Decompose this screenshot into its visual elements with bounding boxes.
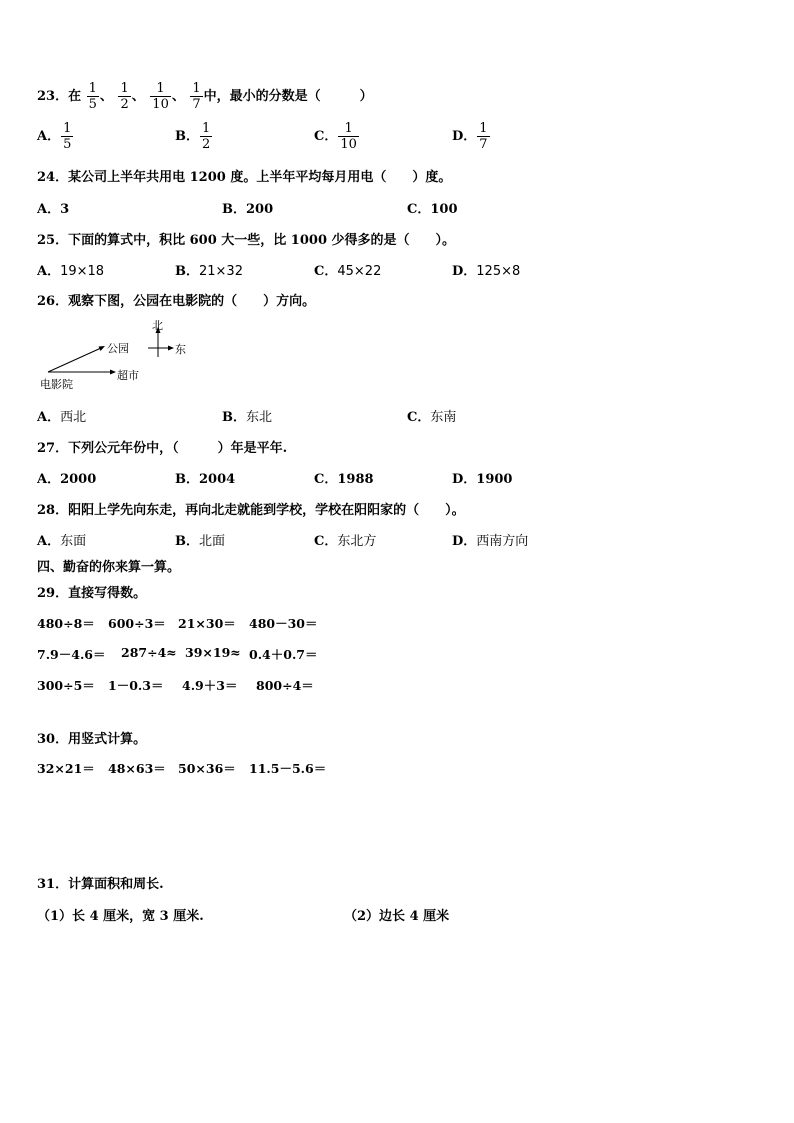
option-23-b[interactable] <box>175 121 213 152</box>
calc-item: 7.9－4.6＝ <box>37 647 106 662</box>
question-31: 31．计算面积和周长. <box>37 877 164 892</box>
denominator: 5 <box>63 137 72 152</box>
option-28-d[interactable] <box>452 530 528 549</box>
question-23-prefix: 在 <box>68 89 82 104</box>
option-28-a[interactable] <box>37 530 86 549</box>
option-label: B． <box>175 472 199 487</box>
arrow-to-market <box>110 370 116 375</box>
option-27-a[interactable] <box>37 468 96 487</box>
option-25-a[interactable] <box>37 260 104 279</box>
calc-item: 480－30＝ <box>249 616 318 631</box>
separator: 、 <box>99 89 113 104</box>
option-fraction <box>477 121 489 152</box>
direction-diagram <box>38 317 198 393</box>
question-23-number: 23． <box>37 89 69 104</box>
numerator: 1 <box>63 121 72 136</box>
calc-item: 300÷5＝ <box>37 678 95 693</box>
option-label: B． <box>222 202 246 217</box>
denominator: 2 <box>202 137 211 152</box>
option-label: C． <box>314 534 338 549</box>
question-25: 25．下面的算式中，积比 600 大一些，比 1000 少得多的是（ ）。 <box>37 233 456 248</box>
north-label: 北 <box>152 319 163 332</box>
option-26-c[interactable] <box>407 406 456 425</box>
calc-item: 0.4＋0.7＝ <box>249 647 318 662</box>
option-label: A． <box>37 534 61 549</box>
calc-item: 800÷4＝ <box>256 678 314 693</box>
option-text: 2004 <box>199 472 236 487</box>
option-label: C． <box>314 129 338 144</box>
east-label: 东 <box>175 343 186 356</box>
market-label: 超市 <box>117 369 139 382</box>
question-24: 24．某公司上半年共用电 1200 度。上半年平均每月用电（ ）度。 <box>37 170 452 185</box>
denominator: 10 <box>152 97 169 112</box>
numerator: 1 <box>192 81 201 96</box>
calc-item: 39×19≈ <box>185 645 241 660</box>
arrow-to-park <box>99 346 106 351</box>
option-26-b[interactable] <box>222 406 272 425</box>
option-23-c[interactable] <box>314 121 360 152</box>
option-24-b[interactable] <box>222 198 273 217</box>
option-label: A． <box>37 472 61 487</box>
option-label: C． <box>314 264 338 279</box>
option-text: 东南 <box>430 410 457 425</box>
option-text: 100 <box>430 202 458 217</box>
calc-item: 21×30＝ <box>178 616 236 631</box>
option-text: 东北 <box>246 410 273 425</box>
option-text: 1900 <box>476 472 513 487</box>
option-label: D． <box>452 472 477 487</box>
option-text: 21×32 <box>199 264 243 279</box>
option-fraction <box>200 121 212 152</box>
option-text: 45×22 <box>337 264 382 279</box>
line-cinema-to-park <box>48 348 101 372</box>
separator: 、 <box>131 89 145 104</box>
calc-item: 287÷4≈ <box>121 645 177 660</box>
question-23 <box>37 80 373 114</box>
fraction-1-5 <box>87 81 99 112</box>
option-text: 西北 <box>60 410 87 425</box>
option-label: B． <box>175 129 199 144</box>
compass-east-arrow <box>168 346 174 351</box>
numerator: 1 <box>120 81 129 96</box>
option-text: 西南方向 <box>476 534 529 549</box>
question-26: 26．观察下图，公园在电影院的（ ）方向。 <box>37 294 316 309</box>
option-25-c[interactable] <box>314 260 381 279</box>
option-label: D． <box>452 129 477 144</box>
option-fraction <box>338 121 359 152</box>
vertical-calc-item: 32×21＝ <box>37 761 95 776</box>
option-label: D． <box>452 264 477 279</box>
option-27-c[interactable] <box>314 468 374 487</box>
option-23-d[interactable] <box>452 121 491 152</box>
option-text: 200 <box>246 202 274 217</box>
option-text: 19×18 <box>60 264 105 279</box>
option-label: A． <box>37 202 61 217</box>
option-label: C． <box>314 472 338 487</box>
option-label: D． <box>452 534 477 549</box>
option-26-a[interactable] <box>37 406 86 425</box>
option-label: A． <box>37 264 61 279</box>
option-label: B． <box>175 264 199 279</box>
option-label: B． <box>175 534 199 549</box>
option-text: 1988 <box>337 472 374 487</box>
section-4-heading: 四、勤奋的你来算一算。 <box>37 560 181 575</box>
question-31-part-1: （1）长 4 厘米，宽 3 厘米. <box>37 909 204 924</box>
option-text: 2000 <box>60 472 97 487</box>
numerator: 1 <box>338 121 359 137</box>
question-31-part-2: （2）边长 4 厘米 <box>344 909 450 924</box>
denominator: 2 <box>120 97 129 112</box>
calc-item: 600÷3＝ <box>108 616 166 631</box>
option-27-b[interactable] <box>175 468 235 487</box>
option-25-d[interactable] <box>452 260 520 279</box>
fraction-1-2 <box>118 81 130 112</box>
option-label: C． <box>407 202 431 217</box>
park-label: 公园 <box>107 342 129 355</box>
question-30: 30．用竖式计算。 <box>37 732 147 747</box>
fraction-1-10 <box>150 81 171 112</box>
fraction-1-7 <box>190 81 202 112</box>
vertical-calc-item: 50×36＝ <box>178 761 236 776</box>
numerator: 1 <box>88 81 97 96</box>
option-text: 北面 <box>199 534 226 549</box>
vertical-calc-item: 48×63＝ <box>108 761 166 776</box>
question-27: 27．下列公元年份中，（ ）年是平年. <box>37 441 288 456</box>
question-28: 28．阳阳上学先向东走，再向北走就能到学校，学校在阳阳家的（ ）。 <box>37 503 465 518</box>
option-25-b[interactable] <box>175 260 243 279</box>
calc-item: 4.9＋3＝ <box>182 678 238 693</box>
option-28-b[interactable] <box>175 530 225 549</box>
numerator: 1 <box>202 121 211 136</box>
cinema-label: 电影院 <box>40 378 73 391</box>
numerator: 1 <box>479 121 488 136</box>
separator: 、 <box>171 89 185 104</box>
numerator: 1 <box>150 81 171 97</box>
option-text: 3 <box>60 202 70 217</box>
option-text: 125×8 <box>476 264 521 279</box>
calc-item: 1－0.3＝ <box>108 678 164 693</box>
option-27-d[interactable] <box>452 468 512 487</box>
option-label: A． <box>37 410 61 425</box>
option-label: C． <box>407 410 431 425</box>
denominator: 10 <box>340 137 357 152</box>
question-29: 29．直接写得数。 <box>37 586 147 601</box>
option-23-a[interactable] <box>37 121 74 152</box>
vertical-calc-item: 11.5－5.6＝ <box>249 761 327 776</box>
option-text: 东面 <box>60 534 87 549</box>
calc-item: 480÷8＝ <box>37 616 95 631</box>
denominator: 5 <box>88 97 97 112</box>
question-23-suffix: 中，最小的分数是（ ） <box>203 89 373 104</box>
option-label: A． <box>37 129 61 144</box>
denominator: 7 <box>192 97 201 112</box>
option-24-a[interactable] <box>37 198 69 217</box>
option-28-c[interactable] <box>314 530 376 549</box>
option-label: B． <box>222 410 246 425</box>
option-text: 东北方 <box>337 534 377 549</box>
denominator: 7 <box>479 137 488 152</box>
option-fraction <box>61 121 73 152</box>
option-24-c[interactable] <box>407 198 458 217</box>
